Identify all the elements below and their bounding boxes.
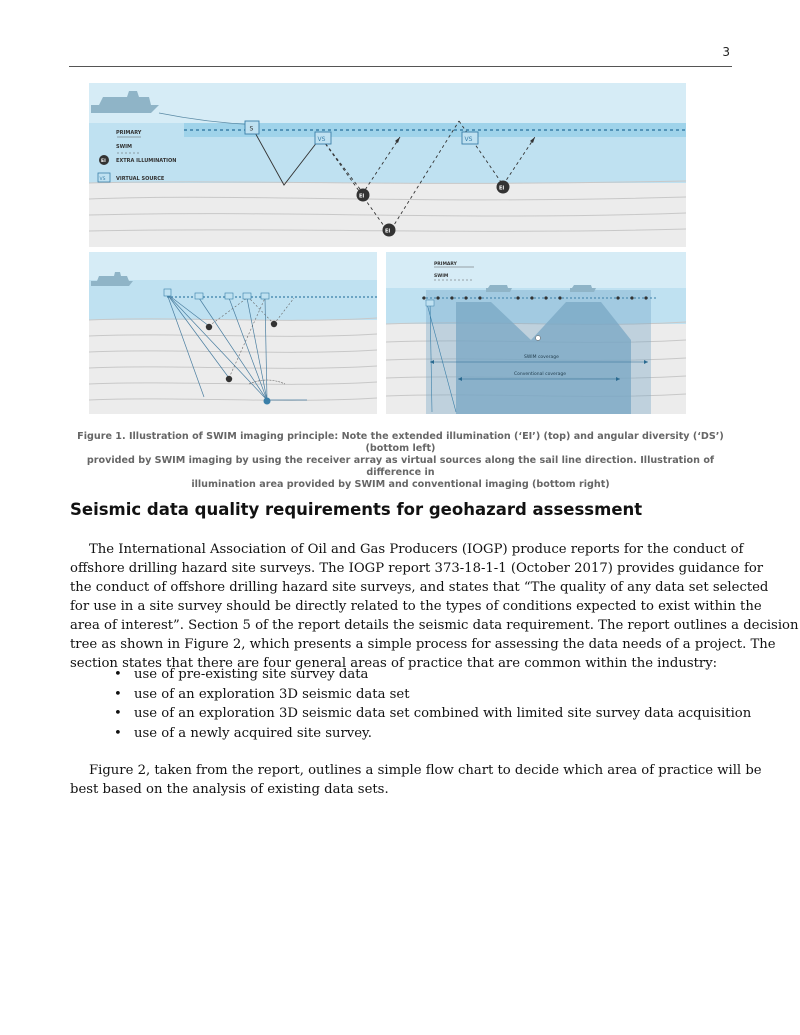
ei-label-3: EI [499,185,505,192]
ap-marker-icon [536,336,541,341]
figure-bottom-right-panel [386,252,686,414]
ds-marker-icon [264,398,271,405]
ei-label-1: EI [359,193,365,200]
header-rule [69,66,732,67]
figure-top-panel [89,83,686,247]
swim-coverage-label: SWIM coverage [524,355,559,360]
paragraph-line: Figure 2, taken from the report, outlines a simple flow chart to decide which area of practice will be [89,763,762,778]
virtual-source-box-icon [225,293,233,299]
paragraph-line: the conduct of offshore drilling hazard site surveys, and states that “The quality of any data set selected [70,580,769,595]
figure-caption [72,431,729,491]
paragraph-1 [70,540,799,673]
legend-vs-badge: VS [99,177,106,182]
bullet-icon: • [114,667,122,682]
bullet-icon: • [114,706,122,721]
figure-bottom-left-panel [89,252,377,414]
paragraph-line: for use in a site survey should be directly related to the types of conditions expected to exist within the [70,599,762,614]
paragraph-2 [70,761,762,799]
paragraph-line: best based on the analysis of existing data sets. [70,782,389,797]
ei-marker-icon [206,324,212,330]
list-item-text: use of pre-existing site survey data [134,667,369,682]
virtual-source-box-icon [426,300,434,306]
source-label: S [249,125,254,133]
bullet-icon: • [114,686,122,702]
source-box-icon [164,289,171,296]
legend-swim: SWIM [116,144,132,150]
virtual-source-box-icon [243,293,251,299]
paragraph-line: section states that there are four general areas of practice that are common within the industry: [70,656,718,671]
list-item [70,724,751,744]
virtual-source-box-icon [195,293,203,299]
page-number: 3 [722,45,730,59]
ei-marker-icon [271,321,277,327]
paragraph-line: area of interest”. Section 5 of the report details the seismic data requirement. The report outlines a decision [70,618,799,633]
conventional-coverage-label: Conventional coverage [514,372,566,377]
vs-label-2: VS [464,136,473,143]
list-item-text: use of an exploration 3D seismic data set [134,686,410,702]
list-item-text: use of a newly acquired site survey. [134,725,372,741]
section-heading: Seismic data quality requirements for geohazard assessment [70,500,643,519]
paragraph-line: tree as shown in Figure 2, which presents a simple process for assessing the data needs of a project. The [70,637,776,652]
legend-vs-text: VIRTUAL SOURCE [116,176,165,182]
paragraph-line: The International Association of Oil and Gas Producers (IOGP) produce reports for the conduct of [89,542,744,557]
caption-line: illumination area provided by SWIM and conventional imaging (bottom right) [191,479,610,490]
paragraph-line: offshore drilling hazard site surveys. The IOGP report 373-18-1-1 (October 2017) provides guidance for [70,561,764,576]
caption-line: Figure 1. Illustration of SWIM imaging principle: Note the extended illumination (‘EI’) (top) and angular diversity (‘DS’) (bottom left) [77,431,724,454]
legend-ei-text: EXTRA ILLUMINATION [116,158,177,164]
legend-primary: PRIMARY [116,130,142,136]
bullet-icon: • [114,725,122,741]
list-item [70,665,751,685]
legend-ei-badge: EI [101,159,106,164]
ei-marker-icon [226,376,232,382]
caption-line: provided by SWIM imaging by using the receiver array as virtual sources along the sail line direction. Illustration of difference in [86,455,715,478]
virtual-source-box-icon [261,293,269,299]
vs-label-1: VS [317,136,326,143]
practice-list [70,665,751,743]
list-item [70,704,751,724]
br-legend-primary: PRIMARY [434,262,457,267]
br-legend-swim: SWIM [434,274,449,279]
list-item [70,685,751,705]
list-item-text: use of an exploration 3D seismic data set combined with limited site survey data acquisition [134,706,752,721]
ei-label-2: EI [385,228,391,235]
